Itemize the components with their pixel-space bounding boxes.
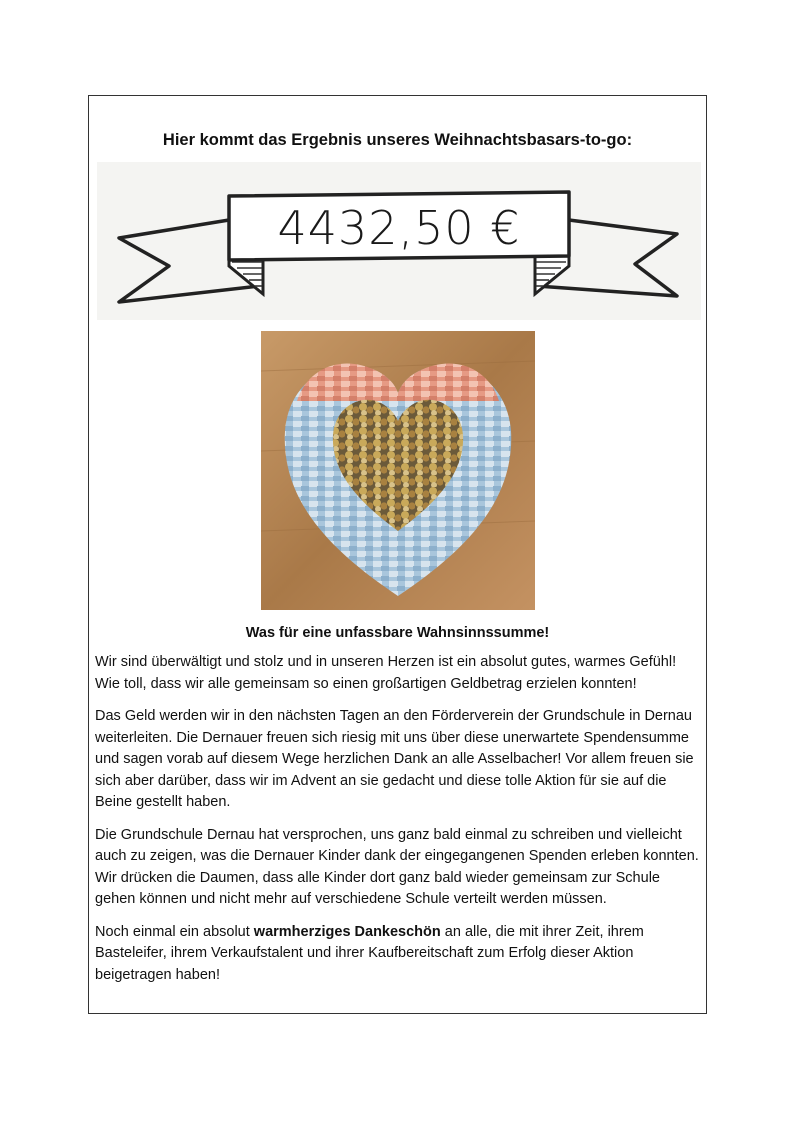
paragraph-1: Wir sind überwältigt und stolz und in unseren Herzen ist ein absolut gutes, warmes Gefühl! Wie toll, dass wir alle gemeinsam so einen großartigen Geldbetrag erzielen konnten! (95, 654, 677, 692)
subheading: Was für eine unfassbare Wahnsinnssumme! (245, 625, 550, 641)
paragraph-3: Die Grundschule Dernau hat versprochen, uns ganz bald einmal zu schreiben und vielleicht auch zu zeigen, was die Dernauer Kinder dank der eingegangenen Spenden erleben konnten. Wir drücken die Daumen, dass alle Kinder dort ganz bald wieder gemeinsam zur Schule gehen können und nicht mehr auf verschiedene Schule verteilt werden müssen. (95, 826, 699, 907)
money-heart-photo (261, 331, 535, 610)
paragraph-4-tail: an alle, die mit ihrer Zeit, ihrem Basteleifer, ihrem Verkaufstalent und ihrer Kaufbereitschaft zum Erfolg dieser Aktion beigetragen haben! (95, 923, 644, 983)
paragraph-4-lead: Noch einmal ein absolut (95, 923, 254, 940)
ribbon-drawing (97, 162, 701, 320)
paragraph-4-emphasis: warmherziges Dankeschön (253, 923, 441, 940)
paragraph-4 (95, 922, 700, 987)
amount-banner (97, 162, 701, 320)
page-frame (88, 95, 707, 1014)
article-body (95, 652, 700, 997)
donation-amount: 4432,50 € (277, 201, 521, 255)
paragraph-2: Das Geld werden wir in den nächsten Tagen an den Förderverein der Grundschule in Dernau weiterleiten. Die Dernauer freuen sich riesig mit uns über diese unerwartete Spendensumme und sagen vorab auf diesem Wege herzlichen Dank an alle Asselbacher! Vor allem freuen sie sich aber darüber, dass wir im Advent an sie gedacht und diese tolle Aktion für sie auf die Beine gestellt haben. (95, 708, 694, 810)
page-title: Hier kommt das Ergebnis unseres Weihnachtsbasars-to-go: (162, 131, 633, 149)
